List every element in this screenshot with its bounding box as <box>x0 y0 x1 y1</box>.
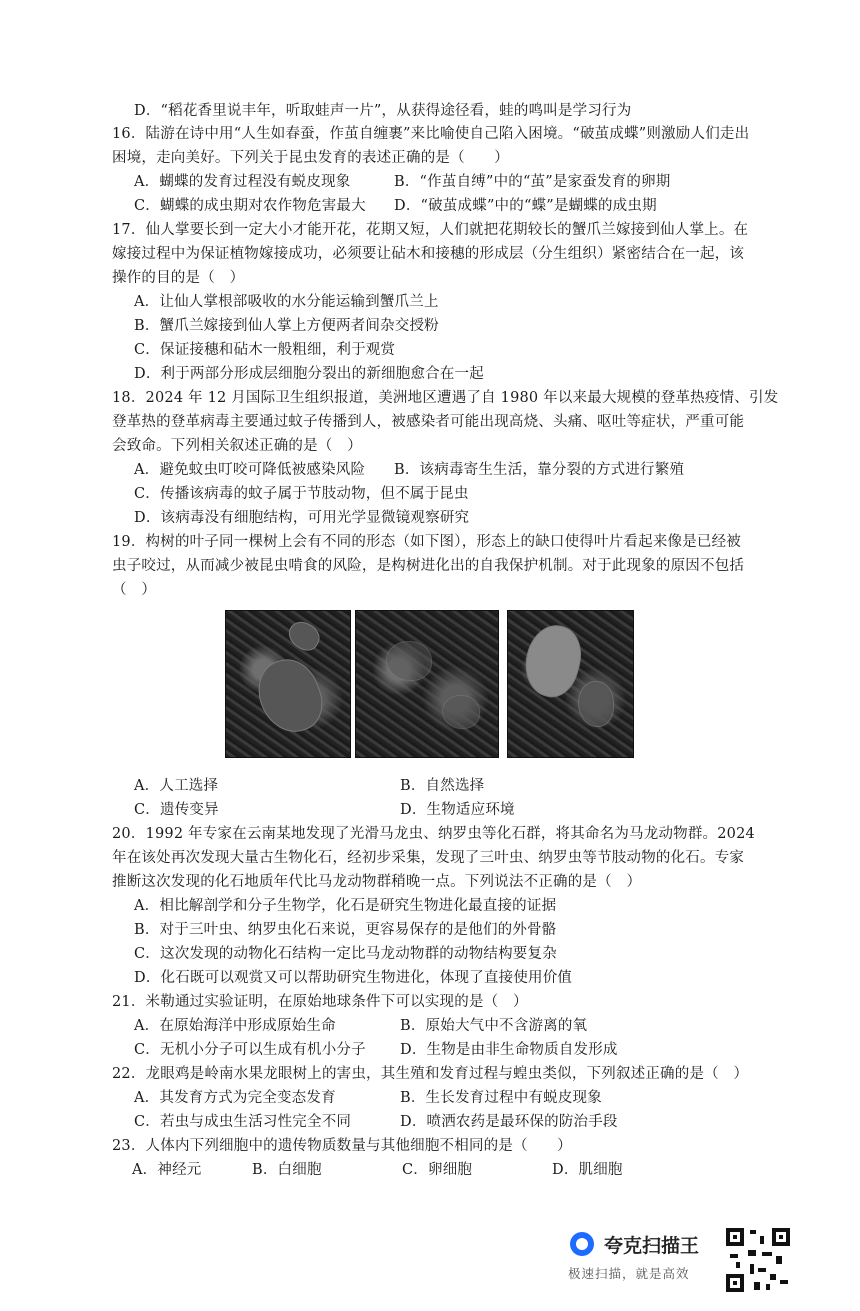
q19-option-a: A．人工选择 <box>134 778 219 794</box>
q18-stem-line3: 会致命。下列相关叙述正确的是（ ） <box>112 438 362 454</box>
q20-option-a: A．相比解剖学和分子生物学，化石是研究生物进化最直接的证据 <box>134 898 557 914</box>
q16-stem-line1: 16．陆游在诗中用“人生如春蚕，作茧自缠裹”来比喻使自己陷入困境。“破茧成蝶”则激励人们走出 <box>112 126 750 142</box>
scanner-logo <box>566 1226 716 1286</box>
q19-stem-line2: 虫子咬过，从而减少被昆虫啃食的风险，是构树进化出的自我保护机制。对于此现象的原因不包括 <box>112 558 745 574</box>
leaf-photo-1 <box>225 610 351 758</box>
q17-option-c: C．保证接穗和砧木一般粗细，利于观赏 <box>134 342 396 358</box>
q22-option-a: A．其发育方式为完全变态发育 <box>134 1090 336 1106</box>
q23-option-d: D．肌细胞 <box>552 1162 623 1178</box>
q17-stem-line3: 操作的目的是（ ） <box>112 270 245 286</box>
q21-stem: 21．米勒通过实验证明，在原始地球条件下可以实现的是（ ） <box>112 994 528 1010</box>
scanner-slogan: 极速扫描，就是高效 <box>568 1266 690 1281</box>
q17-stem-line2: 嫁接过程中为保证植物嫁接成功，必须要让砧木和接穗的形成层（分生组织）紧密结合在一起，该 <box>112 246 745 262</box>
q16-option-a: A．蝴蝶的发育过程没有蜕皮现象 <box>134 174 351 190</box>
q21-option-b: B．原始大气中不含游离的氧 <box>400 1018 588 1034</box>
q19-stem-line1: 19．构树的叶子同一棵树上会有不同的形态（如下图），形态上的缺口使得叶片看起来像是已经被 <box>112 534 741 550</box>
q22-option-d: D．喷洒农药是最环保的防治手段 <box>400 1114 618 1130</box>
q19-option-d: D．生物适应环境 <box>400 802 515 818</box>
q20-stem-line3: 推断这次发现的化石地质年代比马龙动物群稍晚一点。下列说法不正确的是（ ） <box>112 874 642 890</box>
q18-option-a: A．避免蚊虫叮咬可降低被感染风险 <box>134 462 366 478</box>
q16-stem-line2: 困境，走向美好。下列关于昆虫发育的表述正确的是（ ） <box>112 150 509 166</box>
q17-option-b: B．蟹爪兰嫁接到仙人掌上方便两者间杂交授粉 <box>134 318 439 334</box>
q16-option-d: D．“破茧成蝶”中的“蝶”是蝴蝶的成虫期 <box>394 198 657 214</box>
q23-stem: 23．人体内下列细胞中的遗传物质数量与其他细胞不相同的是（ ） <box>112 1138 572 1154</box>
q17-option-a: A．让仙人掌根部吸收的水分能运输到蟹爪兰上 <box>134 294 439 310</box>
q18-option-d: D．该病毒没有细胞结构，可用光学显微镜观察研究 <box>134 510 470 526</box>
q18-stem-line1: 18．2024 年 12 月国际卫生组织报道，美洲地区遭遇了自 1980 年以来最大规模的登革热疫情、引发 <box>112 390 779 406</box>
q19-option-c: C．遗传变异 <box>134 802 219 818</box>
q20-option-d: D．化石既可以观赏又可以帮助研究生物进化，体现了直接使用价值 <box>134 970 573 986</box>
q16-option-b: B．“作茧自缚”中的“茧”是家蚕发育的卵期 <box>394 174 671 190</box>
scanner-logo-icon <box>570 1232 594 1256</box>
q23-option-a: A．神经元 <box>132 1162 202 1178</box>
q21-option-a: A．在原始海洋中形成原始生命 <box>134 1018 336 1034</box>
q20-option-c: C．这次发现的动物化石结构一定比马龙动物群的动物结构要复杂 <box>134 946 557 962</box>
qr-code-icon <box>726 1228 790 1292</box>
q18-option-b: B．该病毒寄生生活，靠分裂的方式进行繁殖 <box>394 462 685 478</box>
q16-option-c: C．蝴蝶的成虫期对农作物危害最大 <box>134 198 366 214</box>
q17-stem-line1: 17．仙人掌要长到一定大小才能开花，花期又短，人们就把花期较长的蟹爪兰嫁接到仙人掌上。在 <box>112 222 749 238</box>
q15-option-d: D．“稻花香里说丰年，听取蛙声一片”，从获得途径看，蛙的鸣叫是学习行为 <box>134 103 632 119</box>
q22-stem: 22．龙眼鸡是岭南水果龙眼树上的害虫，其生殖和发育过程与蝗虫类似，下列叙述正确的是（ ） <box>112 1066 749 1082</box>
q23-option-c: C．卵细胞 <box>402 1162 473 1178</box>
q18-option-c: C．传播该病毒的蚊子属于节肢动物，但不属于昆虫 <box>134 486 469 502</box>
q20-stem-line1: 20．1992 年专家在云南某地发现了光滑马龙虫、纳罗虫等化石群，将其命名为马龙动物群。2024 <box>112 826 755 842</box>
q21-option-c: C．无机小分子可以生成有机小分子 <box>134 1042 366 1058</box>
q21-option-d: D．生物是由非生命物质自发形成 <box>400 1042 618 1058</box>
leaf-photo-2 <box>355 610 499 758</box>
scanner-brand: 夸克扫描王 <box>604 1235 700 1257</box>
q22-option-c: C．若虫与成虫生活习性完全不同 <box>134 1114 352 1130</box>
q22-option-b: B．生长发育过程中有蜕皮现象 <box>400 1090 602 1106</box>
q18-stem-line2: 登革热的登革病毒主要通过蚊子传播到人，被感染者可能出现高烧、头痛、呕吐等症状，严重可能 <box>112 414 745 430</box>
q19-option-b: B．自然选择 <box>400 778 485 794</box>
q19-stem-line3: （ ） <box>112 582 157 598</box>
q20-option-b: B．对于三叶虫、纳罗虫化石来说，更容易保存的是他们的外骨骼 <box>134 922 557 938</box>
q17-option-d: D．利于两部分形成层细胞分裂出的新细胞愈合在一起 <box>134 366 484 382</box>
q20-stem-line2: 年在该处再次发现大量古生物化石，经初步采集，发现了三叶虫、纳罗虫等节肢动物的化石。专家 <box>112 850 745 866</box>
leaf-photo-3 <box>507 610 634 758</box>
q23-option-b: B．白细胞 <box>252 1162 322 1178</box>
